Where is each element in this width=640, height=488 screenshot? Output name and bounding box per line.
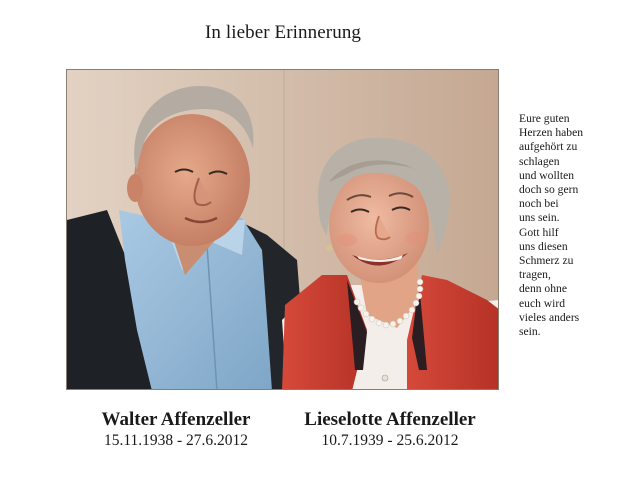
poem-line: vieles anders [519, 310, 580, 324]
poem-line: uns diesen [519, 239, 568, 253]
poem-line: Eure guten [519, 112, 570, 125]
poem-line: denn ohne [519, 282, 567, 296]
poem-line: euch wird [519, 296, 566, 310]
poem-line: uns sein. [519, 211, 560, 225]
poem-line: schlagen [519, 154, 560, 168]
poem-line: Gott hilf [519, 225, 559, 239]
poem-line: doch so gern [519, 183, 579, 197]
memorial-poem [519, 112, 635, 339]
person-name: Walter Affenzeller [101, 409, 251, 430]
poem-line: noch bei [519, 197, 559, 211]
poem-line: aufgehört zu [519, 140, 578, 154]
person-dates: 10.7.1939 - 25.6.2012 [321, 432, 459, 449]
person-walter [76, 409, 276, 451]
poem-line: und wollten [519, 168, 575, 182]
memorial-heading: In lieber Erinnerung [204, 22, 362, 43]
memorial-photo [66, 69, 499, 390]
person-lieselotte [290, 409, 490, 451]
person-name: Lieselotte Affenzeller [304, 409, 476, 430]
poem-line: sein. [519, 325, 541, 339]
poem-line: tragen, [519, 268, 551, 282]
poem-line: Schmerz zu [519, 254, 574, 268]
person-dates: 15.11.1938 - 27.6.2012 [103, 432, 249, 449]
poem-line: Herzen haben [519, 126, 584, 140]
